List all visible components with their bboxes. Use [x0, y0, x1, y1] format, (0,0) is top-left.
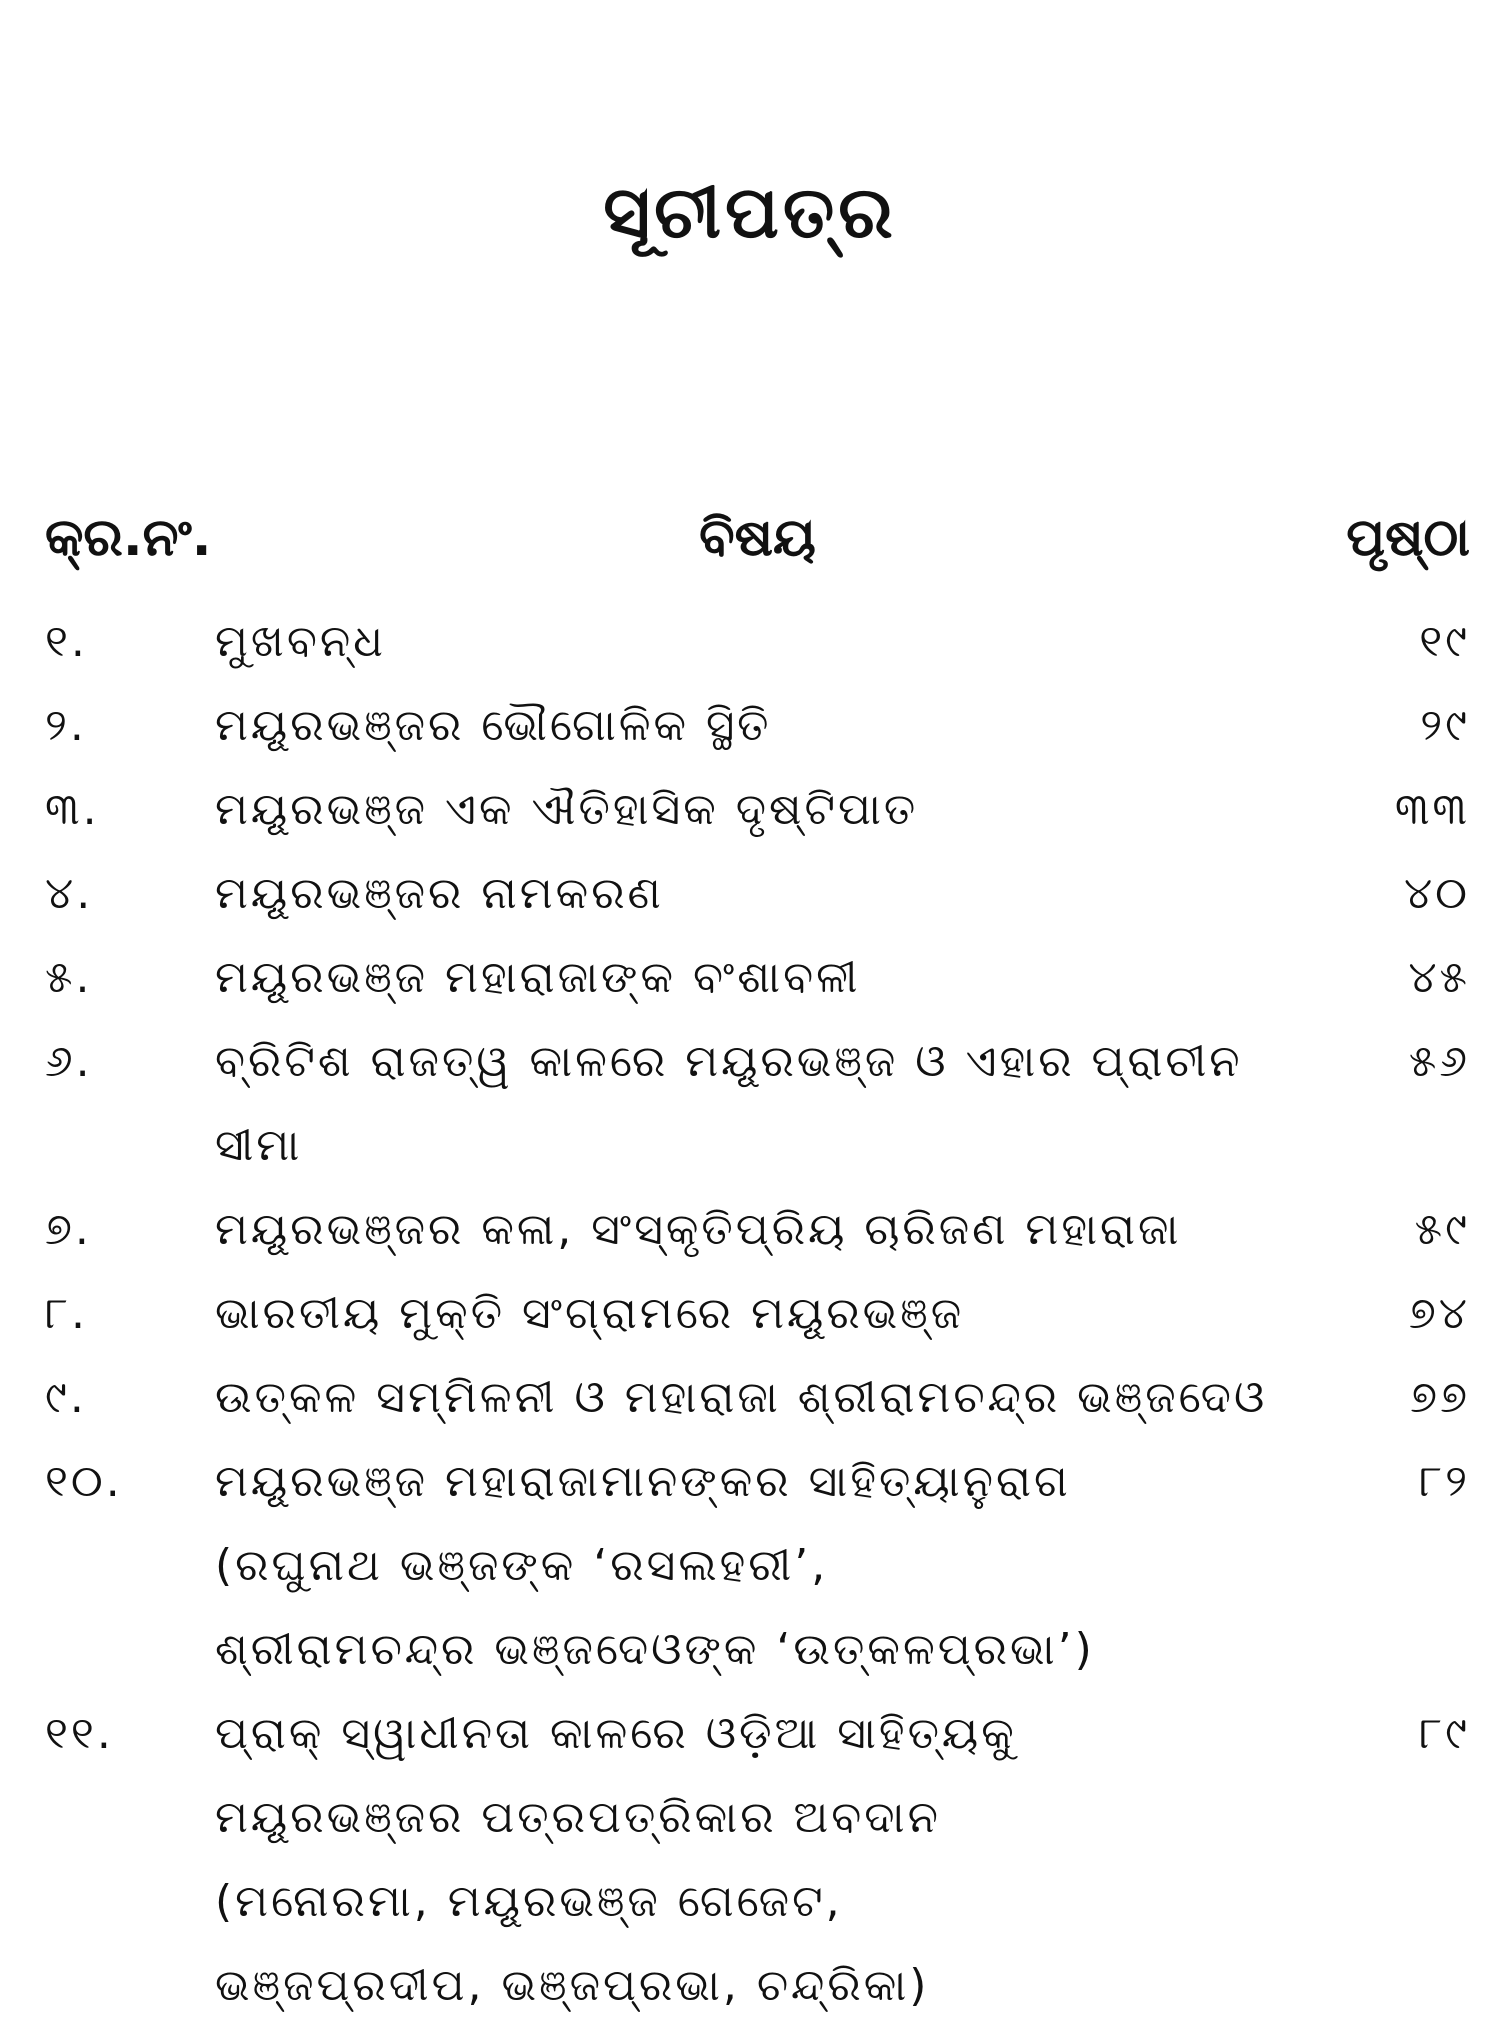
toc-entry: [45, 1440, 1470, 1692]
toc-entry-subject: [215, 684, 1340, 768]
toc-entry-number: ୭.: [45, 1204, 92, 1255]
toc-entry-number: ୧.: [45, 616, 88, 667]
toc-entry-subject-line: ଭଞ୍ଜପ୍ରଦୀପ, ଭଞ୍ଜପ୍ରଭା, ଚନ୍ଦ୍ରିକା): [215, 1960, 930, 2011]
toc-entry-number: ୫.: [45, 952, 93, 1003]
toc-entry-subject-line: ଉତ୍କଳ ସମ୍ମିଳନୀ ଓ ମହାରାଜା ଶ୍ରୀରାମଚନ୍ଦ୍ର ଭଞ୍ଜଦେଓ: [215, 1372, 1268, 1423]
toc-entry: [45, 1020, 1470, 1188]
toc-entry-subject: [215, 1020, 1340, 1188]
toc-entry-subject: [215, 1188, 1340, 1272]
toc-entry: [45, 1188, 1470, 1272]
toc-entry-number: ୪.: [45, 868, 94, 919]
toc-list: [45, 600, 1470, 2028]
toc-entry: [45, 1272, 1470, 1356]
toc-entry: [45, 768, 1470, 852]
toc-entry-page: ୮୯: [1419, 1708, 1470, 1759]
page-header: ପୃଷ୍ଠା: [1346, 508, 1470, 568]
toc-entry-subject-line: ମୟୂରଭଞ୍ଜର କଳା, ସଂସ୍କୃତିପ୍ରିୟ ଚାରିଜଣ ମହାରାଜା: [215, 1204, 1182, 1255]
page-title: ସୂଚୀପତ୍ର: [603, 170, 897, 254]
toc-entry-subject-line: (ମନୋରମା, ମୟୂରଭଞ୍ଜ ଗେଜେଟ,: [215, 1876, 843, 1927]
toc-entry-subject: [215, 936, 1340, 1020]
toc-entry-page: ୭୪: [1408, 1288, 1470, 1339]
toc-entry-page: ୪୫: [1408, 952, 1470, 1003]
toc-entry-number: ୩.: [45, 784, 100, 835]
toc-entry: [45, 852, 1470, 936]
toc-entry-subject-line: (ରଘୁନାଥ ଭଞ୍ଜଙ୍କ ‘ରସଲହରୀ’,: [215, 1540, 829, 1591]
toc-entry-subject-line: ମୟୂରଭଞ୍ଜ ମହାରାଜାମାନଙ୍କର ସାହିତ୍ୟାନୁରାଗ: [215, 1456, 1071, 1507]
number-header: କ୍ର.ନଂ.: [45, 508, 212, 568]
toc-entry-subject-line: ବ୍ରିଟିଶ ରାଜତ୍ୱ କାଳରେ ମୟୂରଭଞ୍ଜ ଓ ଏହାର ପ୍ରାଚୀନ ସୀମା: [215, 1036, 1243, 1171]
toc-entry-number: ୧୧.: [45, 1708, 114, 1759]
toc-entry-subject: [215, 852, 1340, 936]
toc-entry-page: ୭୭: [1410, 1372, 1470, 1423]
toc-entry-page: ୫୯: [1414, 1204, 1470, 1255]
toc-entry-page: ୧୯: [1419, 616, 1470, 667]
toc-entry-subject: [215, 1692, 1340, 2028]
subject-header: ବିଷୟ: [699, 508, 816, 568]
toc-entry-subject-line: ମୟୂରଭଞ୍ଜ ଏକ ଐତିହାସିକ ଦୃଷ୍ଟିପାତ: [215, 784, 919, 835]
toc-entry-subject-line: ମୟୂରଭଞ୍ଜର ପତ୍ରପତ୍ରିକାର ଅବଦାନ: [215, 1792, 941, 1843]
toc-entry-subject: [215, 600, 1340, 684]
toc-entry: [45, 1692, 1470, 2028]
toc-entry-number: ୯.: [45, 1372, 87, 1423]
toc-entry-page: ୨୯: [1420, 700, 1470, 751]
toc-entry-page: ୫୬: [1408, 1036, 1470, 1087]
toc-entry-page: ୮୨: [1419, 1456, 1470, 1507]
toc-entry-subject: [215, 1272, 1340, 1356]
toc-entry-subject-line: ମୟୂରଭଞ୍ଜର ନାମକରଣ: [215, 868, 664, 919]
toc-entry-subject: [215, 768, 1340, 852]
toc-entry-number: ୧୦.: [45, 1456, 123, 1507]
toc-entry-page: ୪୦: [1403, 868, 1470, 919]
toc-header-row: [45, 508, 1470, 588]
toc-entry-page: ୩୩: [1394, 784, 1470, 835]
toc-entry-subject-line: ମୟୂରଭଞ୍ଜ ମହାରାଜାଙ୍କ ବଂଶାବଳୀ: [215, 952, 861, 1003]
toc-entry-number: ୮.: [45, 1288, 88, 1339]
toc-entry-subject-line: ପ୍ରାକ୍ ସ୍ୱାଧୀନତା କାଳରେ ଓଡ଼ିଆ ସାହିତ୍ୟକୁ: [215, 1708, 1017, 1759]
toc-entry: [45, 684, 1470, 768]
toc-entry: [45, 1356, 1470, 1440]
toc-entry-subject-line: ଶ୍ରୀରାମଚନ୍ଦ୍ର ଭଞ୍ଜଦେଓଙ୍କ ‘ଉତ୍କଳପ୍ରଭା’): [215, 1624, 1095, 1675]
toc-entry-number: ୨.: [45, 700, 87, 751]
toc-entry-subject: [215, 1356, 1340, 1440]
toc-entry-number: ୬.: [45, 1036, 93, 1087]
toc-entry-subject-line: ଭାରତୀୟ ମୁକ୍ତି ସଂଗ୍ରାମରେ ମୟୂରଭଞ୍ଜ: [215, 1288, 965, 1339]
toc-entry-subject-line: ମୟୂରଭଞ୍ଜର ଭୌଗୋଳିକ ସ୍ଥିତି: [215, 700, 772, 751]
toc-entry-subject-line: ମୁଖବନ୍ଧ: [215, 616, 386, 667]
toc-entry: [45, 936, 1470, 1020]
toc-entry-subject: [215, 1440, 1340, 1692]
toc-entry: [45, 600, 1470, 684]
